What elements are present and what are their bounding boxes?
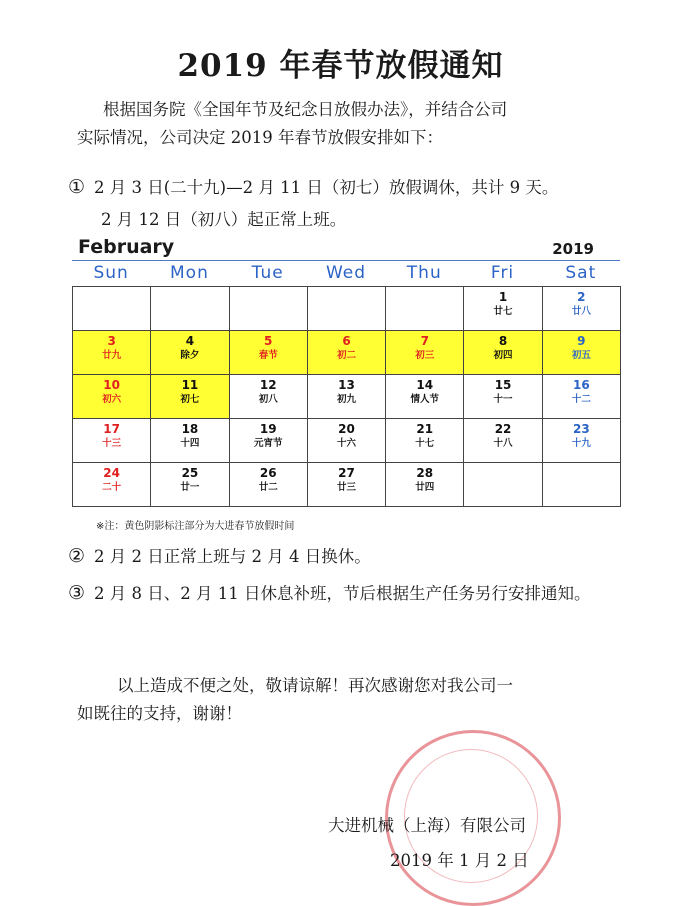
day-number: 17 bbox=[103, 422, 120, 436]
calendar-day-13 bbox=[308, 375, 386, 419]
calendar-day-19 bbox=[230, 419, 308, 463]
lunar-date: 春节 bbox=[258, 350, 278, 361]
calendar-day-7 bbox=[386, 331, 464, 375]
calendar-day-26 bbox=[230, 463, 308, 507]
lunar-date: 十八 bbox=[493, 438, 513, 449]
lunar-date: 廿九 bbox=[102, 350, 122, 361]
calendar-empty-cell bbox=[308, 287, 386, 331]
calendar-day-24 bbox=[73, 463, 151, 507]
lunar-date: 廿二 bbox=[258, 482, 278, 493]
calendar-day-12 bbox=[230, 375, 308, 419]
item-1 bbox=[68, 174, 558, 198]
lunar-date: 初八 bbox=[258, 394, 278, 405]
lunar-date: 初七 bbox=[180, 394, 200, 405]
calendar-day-2 bbox=[543, 287, 621, 331]
page-title: 2019 年春节放假通知 bbox=[177, 48, 504, 84]
calendar-day-18 bbox=[151, 419, 229, 463]
calendar-empty-cell bbox=[386, 287, 464, 331]
intro-paragraph bbox=[77, 96, 637, 152]
day-number: 24 bbox=[103, 466, 120, 480]
closing-paragraph bbox=[77, 672, 637, 728]
calendar-day-17 bbox=[73, 419, 151, 463]
calendar-day-4 bbox=[151, 331, 229, 375]
weekday-header bbox=[72, 260, 620, 287]
calendar-day-16 bbox=[543, 375, 621, 419]
weekday-wed: Wed bbox=[325, 263, 367, 283]
lunar-date: 十二 bbox=[571, 394, 591, 405]
signature-date: 2019 年 1 月 2 日 bbox=[390, 851, 529, 870]
calendar-day-9 bbox=[543, 331, 621, 375]
day-number: 8 bbox=[498, 334, 508, 348]
lunar-date: 除夕 bbox=[180, 350, 200, 361]
lunar-date: 廿八 bbox=[571, 306, 591, 317]
item-2 bbox=[68, 543, 371, 567]
weekday-sat: Sat bbox=[565, 263, 597, 283]
calendar-day-21 bbox=[386, 419, 464, 463]
day-number: 13 bbox=[338, 378, 355, 392]
day-number: 18 bbox=[181, 422, 199, 436]
calendar-empty-cell bbox=[464, 463, 542, 507]
lunar-date: 十七 bbox=[415, 438, 435, 449]
weekday-mon: Mon bbox=[170, 263, 209, 283]
lunar-date: 廿三 bbox=[336, 482, 356, 493]
calendar-day-22 bbox=[464, 419, 542, 463]
day-number: 25 bbox=[181, 466, 199, 480]
lunar-date: 廿七 bbox=[493, 306, 513, 317]
day-number: 14 bbox=[416, 378, 434, 392]
calendar-empty-cell bbox=[230, 287, 308, 331]
day-number: 21 bbox=[416, 422, 434, 436]
lunar-date: 十九 bbox=[571, 438, 591, 449]
lunar-date: 十四 bbox=[180, 438, 200, 449]
calendar-empty-cell bbox=[543, 463, 621, 507]
item-1-continuation bbox=[101, 206, 346, 230]
calendar-day-10 bbox=[73, 375, 151, 419]
calendar-day-5 bbox=[230, 331, 308, 375]
closing-line-1: 以上造成不便之处，敬请谅解！再次感谢您对我公司一 bbox=[117, 676, 513, 695]
calendar-empty-cell bbox=[73, 287, 151, 331]
intro-line-2: 实际情况，公司决定 2019 年春节放假安排如下： bbox=[77, 128, 443, 147]
lunar-date: 初二 bbox=[336, 350, 356, 361]
calendar-day-11 bbox=[151, 375, 229, 419]
day-number: 20 bbox=[338, 422, 355, 436]
calendar-day-14 bbox=[386, 375, 464, 419]
day-number: 23 bbox=[572, 422, 590, 436]
calendar-month: February bbox=[78, 236, 175, 258]
item-1-text: 2 月 3 日(二十九)—2 月 11 日（初七）放假调休，共计 9 天。 bbox=[94, 178, 559, 197]
day-number: 12 bbox=[259, 378, 277, 392]
calendar-empty-cell bbox=[151, 287, 229, 331]
item-2-text: 2 月 2 日正常上班与 2 月 4 日换休。 bbox=[94, 547, 371, 566]
calendar-day-23 bbox=[543, 419, 621, 463]
weekday-fri: Fri bbox=[490, 263, 515, 283]
day-number: 28 bbox=[416, 466, 434, 480]
lunar-date: 初五 bbox=[571, 350, 591, 361]
calendar-day-27 bbox=[308, 463, 386, 507]
day-number: 26 bbox=[259, 466, 277, 480]
day-number: 6 bbox=[342, 334, 351, 348]
day-number: 15 bbox=[494, 378, 512, 392]
signature-company: 大进机械（上海）有限公司 bbox=[328, 816, 526, 835]
weekday-tue: Tue bbox=[251, 263, 284, 283]
day-number: 10 bbox=[103, 378, 120, 392]
lunar-date: 十一 bbox=[493, 394, 513, 405]
day-number: 3 bbox=[107, 334, 116, 348]
calendar-day-1 bbox=[464, 287, 542, 331]
day-number: 22 bbox=[494, 422, 512, 436]
item-1b-text: 2 月 12 日（初八）起正常上班。 bbox=[101, 210, 347, 229]
day-number: 5 bbox=[264, 334, 273, 348]
lunar-date: 二十 bbox=[102, 482, 122, 493]
calendar-day-25 bbox=[151, 463, 229, 507]
lunar-date: 廿四 bbox=[415, 482, 435, 493]
day-number: 4 bbox=[185, 334, 195, 348]
calendar-day-6 bbox=[308, 331, 386, 375]
lunar-date: 初四 bbox=[493, 350, 513, 361]
day-number: 7 bbox=[420, 334, 429, 348]
day-number: 9 bbox=[577, 334, 586, 348]
item-2-marker: ② bbox=[68, 545, 86, 567]
calendar-day-3 bbox=[73, 331, 151, 375]
calendar-day-15 bbox=[464, 375, 542, 419]
calendar-day-8 bbox=[464, 331, 542, 375]
intro-line-1: 根据国务院《全国年节及纪念日放假办法》，并结合公司 bbox=[103, 100, 508, 119]
day-number: 1 bbox=[498, 290, 508, 304]
calendar-day-28 bbox=[386, 463, 464, 507]
item-3-text: 2 月 8 日、2 月 11 日休息补班，节后根据生产任务另行安排通知。 bbox=[94, 584, 591, 603]
calendar-note: ※注：黄色阴影标注部分为大进春节放假时间 bbox=[96, 521, 295, 532]
lunar-date: 十三 bbox=[102, 438, 122, 449]
day-number: 11 bbox=[181, 378, 199, 392]
lunar-date: 初三 bbox=[415, 350, 435, 361]
lunar-date: 十六 bbox=[336, 438, 356, 449]
lunar-date: 情人节 bbox=[410, 394, 440, 405]
lunar-date: 初六 bbox=[102, 394, 122, 405]
calendar-day-20 bbox=[308, 419, 386, 463]
lunar-date: 元宵节 bbox=[253, 438, 283, 449]
closing-line-2: 如既往的支持，谢谢！ bbox=[77, 704, 242, 723]
weekday-thu: Thu bbox=[406, 263, 442, 283]
item-3 bbox=[68, 580, 590, 604]
calendar-year: 2019 bbox=[552, 240, 594, 258]
day-number: 16 bbox=[572, 378, 590, 392]
lunar-date: 初九 bbox=[336, 394, 356, 405]
day-number: 2 bbox=[577, 290, 586, 304]
item-1-marker: ① bbox=[68, 176, 86, 198]
day-number: 19 bbox=[259, 422, 277, 436]
calendar-grid bbox=[72, 286, 621, 507]
day-number: 27 bbox=[338, 466, 355, 480]
lunar-date: 廿一 bbox=[180, 482, 200, 493]
item-3-marker: ③ bbox=[68, 582, 86, 604]
weekday-sun: Sun bbox=[93, 263, 129, 283]
